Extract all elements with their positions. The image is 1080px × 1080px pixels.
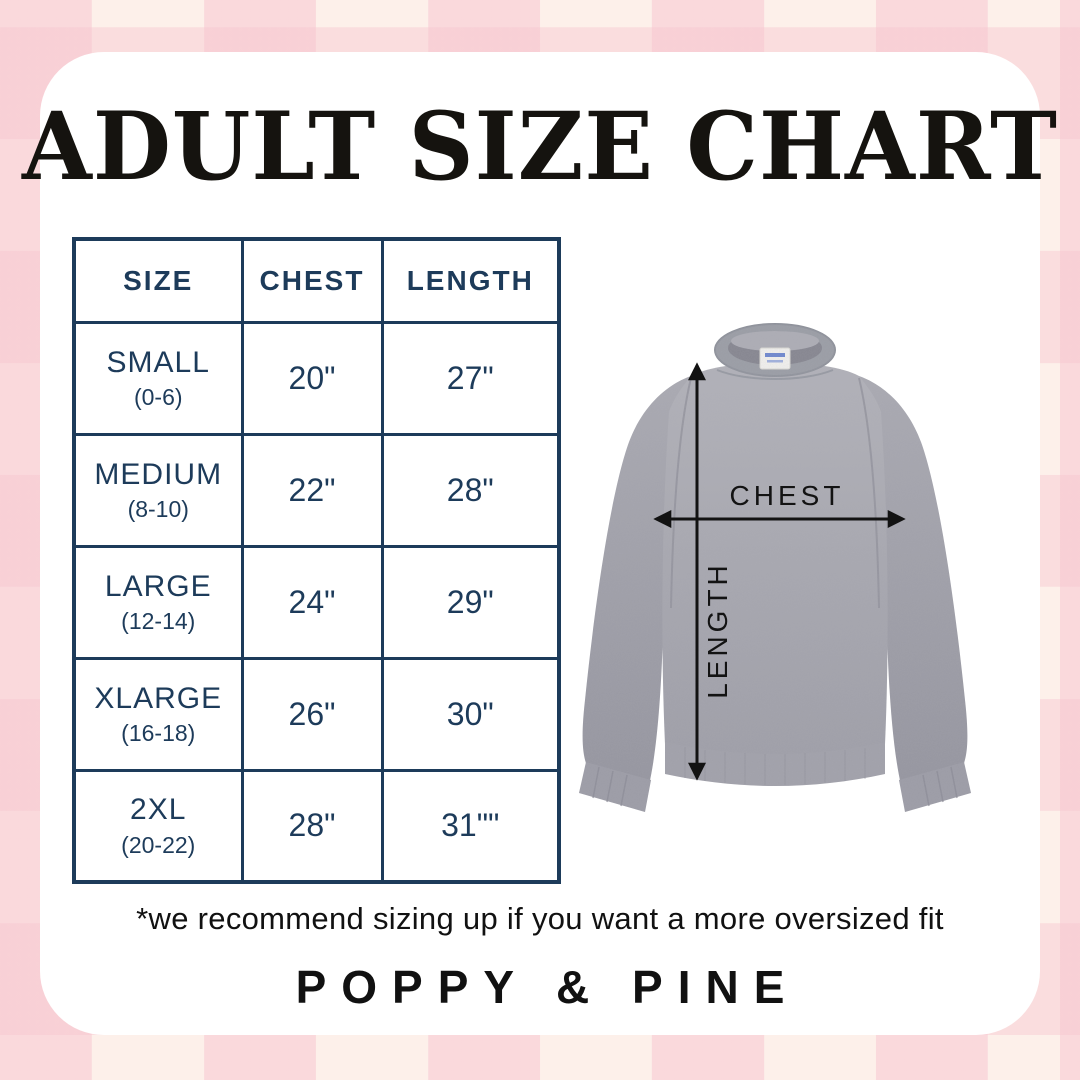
table-row bbox=[74, 770, 559, 882]
table-row bbox=[74, 658, 559, 770]
size-range: (20-22) bbox=[121, 831, 196, 858]
chest-dimension-label: CHEST bbox=[729, 480, 845, 511]
size-table bbox=[72, 237, 561, 884]
table-header-row bbox=[74, 239, 559, 322]
length-value: 30" bbox=[382, 658, 559, 770]
size-range: (16-18) bbox=[121, 720, 196, 747]
length-value: 29" bbox=[382, 546, 559, 658]
header-chest: CHEST bbox=[242, 239, 382, 322]
table-row bbox=[74, 546, 559, 658]
size-name: 2XL bbox=[130, 793, 187, 827]
size-name: MEDIUM bbox=[94, 457, 223, 491]
chest-value: 20" bbox=[242, 322, 382, 434]
sweatshirt-figure bbox=[555, 318, 995, 828]
brand-name: POPPY & PINE bbox=[295, 961, 800, 1013]
length-value: 27" bbox=[382, 322, 559, 434]
length-dimension-label: LENGTH bbox=[702, 561, 733, 699]
sizing-footnote: *we recommend sizing up if you want a more oversized fit bbox=[136, 901, 944, 936]
length-value: 31"" bbox=[382, 770, 559, 882]
chest-value: 22" bbox=[242, 434, 382, 546]
size-range: (0-6) bbox=[133, 384, 183, 411]
page-title: ADULT SIZE CHART bbox=[21, 91, 1058, 203]
sweatshirt-image bbox=[555, 318, 995, 828]
header-size: SIZE bbox=[74, 239, 242, 322]
size-name: LARGE bbox=[104, 569, 212, 603]
table-row bbox=[74, 322, 559, 434]
header-length: LENGTH bbox=[382, 239, 559, 322]
chest-value: 26" bbox=[242, 658, 382, 770]
size-name: SMALL bbox=[106, 345, 210, 379]
size-range: (12-14) bbox=[121, 608, 196, 635]
table-row bbox=[74, 434, 559, 546]
size-range: (8-10) bbox=[127, 496, 189, 523]
chest-value: 24" bbox=[242, 546, 382, 658]
length-value: 28" bbox=[382, 434, 559, 546]
size-name: XLARGE bbox=[94, 681, 223, 715]
chest-value: 28" bbox=[242, 770, 382, 882]
